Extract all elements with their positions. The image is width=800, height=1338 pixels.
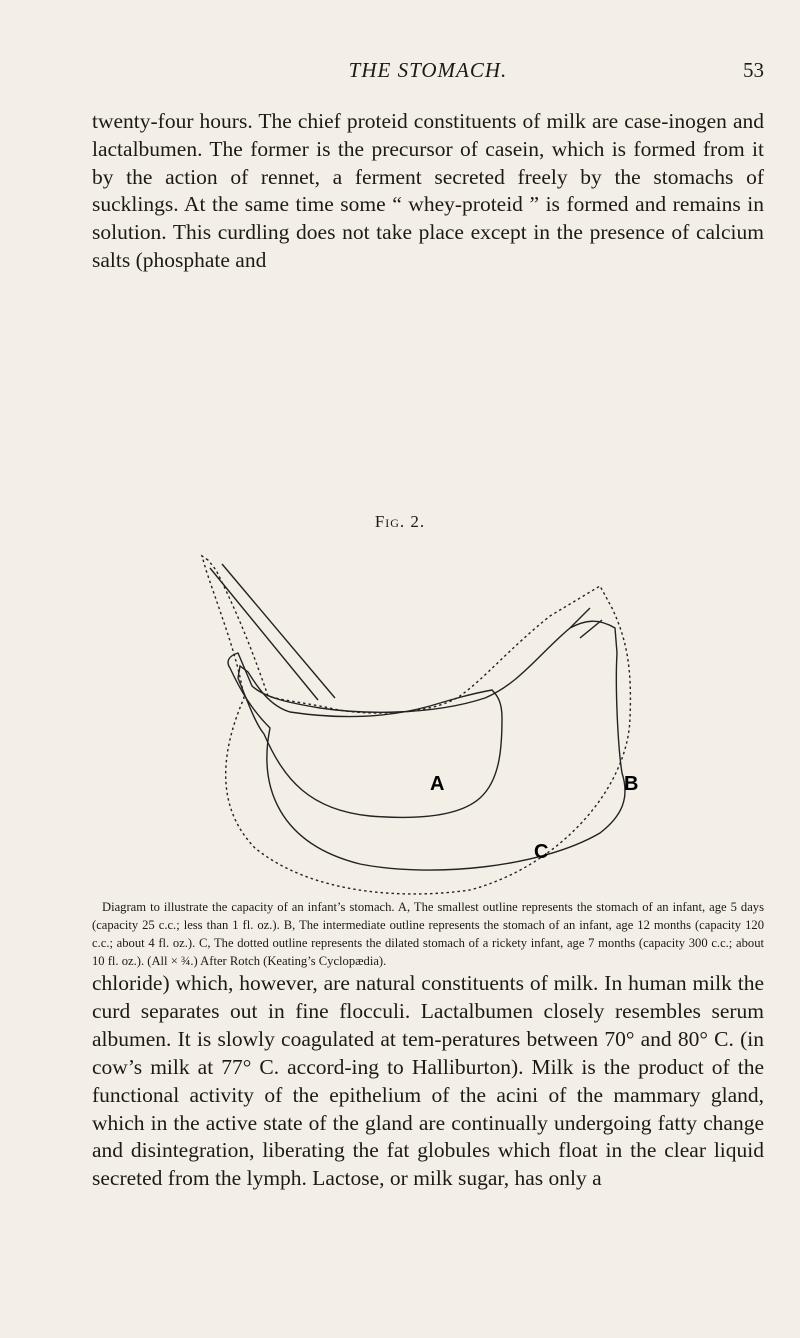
outline-label-c: C — [534, 841, 549, 863]
outline-b — [228, 621, 625, 870]
figure-label: Fig. 2. — [374, 512, 426, 531]
body-paragraph-1: twenty-four hours. The chief proteid constituents of milk are case-inogen and lactalbumen. The former is the precursor of casein, which is formed from it by the action of rennet, a ferment secreted freely by the stomachs of sucklings. At the same time some “ whey-proteid ” is formed and remains in solution. This curdling does not take place except in the presence of calcium salts (phosphate and — [92, 109, 764, 272]
outline-label-b: B — [624, 773, 639, 795]
oesophagus-lines — [210, 564, 602, 700]
running-head: THE STOMACH. — [348, 58, 508, 82]
page-number: 53 — [743, 58, 764, 82]
page-header — [92, 58, 764, 88]
figure-caption: Diagram to illustrate the capacity of an infant’s stomach. A, The smallest outline represents the stomach of an infant, age 5 days (capacity 25 c.c.; less than 1 fl. oz.). B, The intermediate outline represents the stomach of an infant, age 12 months (capacity 120 c.c.; about 4 fl. oz.). C, The dotted outline represents the dilated stomach of a rickety infant, age 7 months (capacity 300 c.c.; about 10 fl. oz.). (All × ¾.) After Rotch (Keating’s Cyclopædia). — [92, 900, 764, 968]
stomach-capacity-diagram — [130, 548, 670, 908]
stomach-outlines-svg — [130, 548, 670, 908]
outline-a — [238, 666, 502, 817]
outline-label-a: A — [430, 773, 445, 795]
body-paragraph-2: chloride) which, however, are natural constituents of milk. In human milk the curd separates out in fine flocculi. Lactalbumen closely resembles serum albumen. It is slowly coagulated at tem-peratures between 70° and 80° C. (in cow’s milk at 77° C. accord-ing to Halliburton). Milk is the product of the functional activity of the epithelium of the acini of the mammary gland, which in the active state of the gland are continually undergoing fatty change and disintegration, liberating the fat globules which float in the clear liquid secreted from the lymph. Lactose, or milk sugar, has only a — [92, 971, 764, 1191]
